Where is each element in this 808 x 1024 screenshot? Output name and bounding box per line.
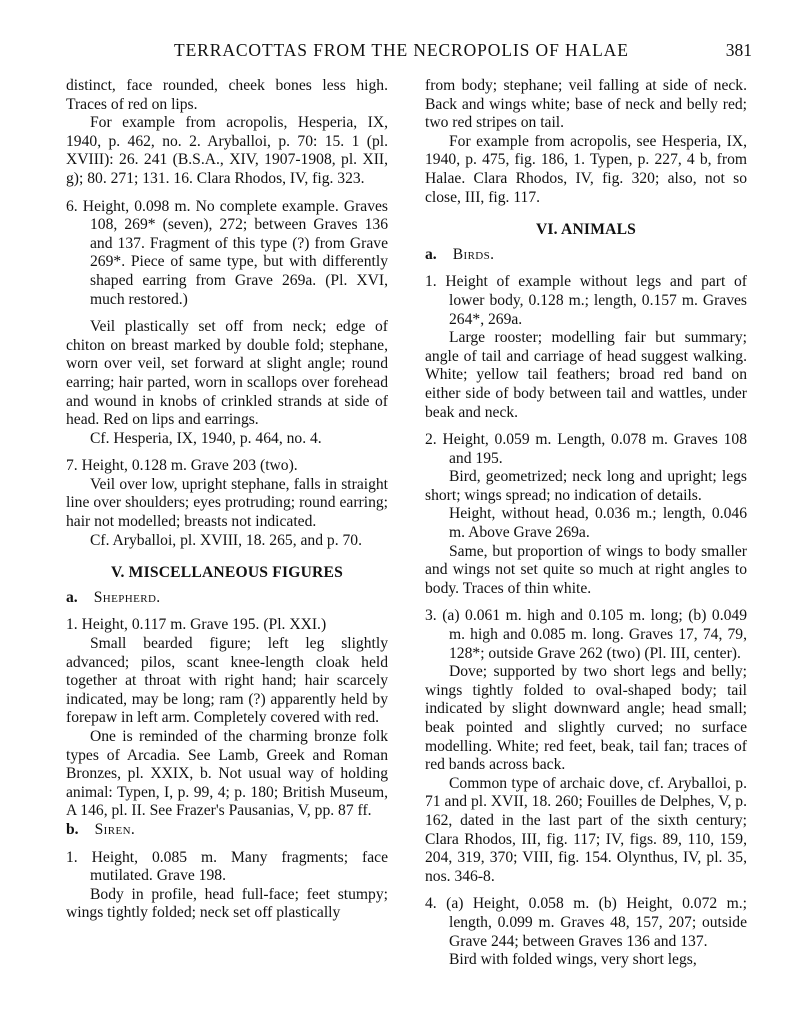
subsection-birds <box>425 246 747 265</box>
subsection-letter: b. <box>66 820 79 838</box>
catalog-entry-6: 6. Height, 0.098 m. No complete example. Graves 108, 269* (seven), 272; between Graves 136 and 137. Fragment of this type (?) from Grave 269*. Piece of same type, but with differently shaped earring from Grave 269a. (Pl. XVI, much restored.) <box>66 197 388 308</box>
paragraph: Bird, geometrized; neck long and upright; legs short; wings spread; no indication of details. <box>425 468 747 504</box>
paragraph: Cf. Hesperia, IX, 1940, p. 464, no. 4. <box>90 429 322 447</box>
catalog-entry-7: 7. Height, 0.128 m. Grave 203 (two). <box>66 457 298 475</box>
catalog-entry-a1: 1. Height, 0.117 m. Grave 195. (Pl. XXI.) <box>66 616 327 634</box>
subsection-label: Siren. <box>94 820 136 838</box>
paragraph: Large rooster; modelling fair but summary; angle of tail and carriage of head suggest walking. White; yellow tail feathers; broad red band on either side of body between tail and wattles, under beak and neck. <box>425 329 747 421</box>
paragraph: Cf. Aryballoi, pl. XVIII, 18. 265, and p. 70. <box>90 531 362 549</box>
catalog-entry-3: 3. (a) 0.061 m. high and 0.105 m. long; (b) 0.049 m. high and 0.085 m. long. Graves 17, 74, 79, 128*; outside Grave 262 (two) (Pl. III, center). <box>425 607 747 662</box>
paragraph: Small bearded figure; left leg slightly advanced; pilos, scant knee-length cloak held together at throat with right hand; hair scarcely indicated, may be long; ram (?) apparently held by forepaw in left arm. Completely covered with red. <box>66 635 388 727</box>
subsection-label: Shepherd. <box>93 588 161 606</box>
paragraph: For example from acropolis, Hesperia, IX, 1940, p. 462, no. 2. Aryballoi, p. 70: 15. 1 (pl. XVIII): 26. 241 (B.S.A., XIV, 1907-1908, pl. XII, g); 80. 271; 131. 16. Clara Rhodos, IV, fig. 323. <box>66 114 388 187</box>
section-heading-vi: VI. ANIMALS <box>535 221 637 239</box>
catalog-entry-4: 4. (a) Height, 0.058 m. (b) Height, 0.072 m.; length, 0.099 m. Graves 48, 157, 207; outside Grave 244; between Graves 136 and 137. <box>425 895 747 950</box>
right-column <box>425 77 747 970</box>
subsection-letter: a. <box>66 588 78 606</box>
paragraph: One is reminded of the charming bronze folk types of Arcadia. See Lamb, Greek and Roman Bronzes, pl. XXIX, b. Not usual way of holding animal: Typen, I, p. 99, 4; p. 180; British Museum, A 146, pl. II. See Frazer's Pausanias, V, pp. 87 ff. <box>66 728 388 820</box>
paragraph: Veil over low, upright stephane, falls in straight line over shoulders; eyes protruding; round earring; hair not modelled; breasts not indicated. <box>66 475 388 531</box>
paragraph: Body in profile, head full-face; feet stumpy; wings tightly folded; neck set off plastically <box>66 885 388 922</box>
running-header <box>62 40 752 66</box>
paragraph: Dove; supported by two short legs and belly; wings tightly folded to oval-shaped body; tail indicated by slight downward angle; head small; beak pointed and slightly curved; no surface modelling. White; red feet, beak, tail fan; traces of red bands across back. <box>425 663 747 774</box>
subsection-shepherd <box>66 589 388 608</box>
paragraph: Veil plastically set off from neck; edge of chiton on breast marked by double fold; stephane, worn over veil, set forward at slight angle; round earring; hair parted, worn in scallops over forehead and wound in knobs of crinkled strands at side of head. Red on lips and earrings. <box>66 318 388 429</box>
left-column <box>66 77 388 923</box>
catalog-entry-1: 1. Height of example without legs and part of lower body, 0.128 m.; length, 0.157 m. Graves 264*, 269a. <box>425 273 747 328</box>
catalog-entry-b1: 1. Height, 0.085 m. Many fragments; face mutilated. Grave 198. <box>66 848 388 885</box>
subsection-letter: a. <box>425 245 437 263</box>
page-number: 381 <box>725 40 752 60</box>
subsection-siren <box>66 821 388 840</box>
paragraph: Common type of archaic dove, cf. Aryballoi, p. 71 and pl. XVII, 18. 260; Fouilles de Delphes, V, p. 162, dated in the last part of the sixth century; Clara Rhodos, III, fig. 117; IV, figs. 89, 110, 159, 204, 319, 370; VIII, fig. 154. Olynthus, IV, pl. 35, nos. 346-8. <box>425 774 747 885</box>
paragraph: Bird with folded wings, very short legs, <box>449 951 697 969</box>
running-title: TERRACOTTAS FROM THE NECROPOLIS OF HALAE <box>174 40 629 60</box>
paragraph: Same, but proportion of wings to body smaller and wings not set quite so much at right angles to body. Traces of thin white. <box>425 542 747 597</box>
subsection-label: Birds. <box>452 245 495 263</box>
paragraph: For example from acropolis, see Hesperia, IX, 1940, p. 475, fig. 186, 1. Typen, p. 227, 4 b, from Halae. Clara Rhodos, IV, fig. 320; also, not so close, III, fig. 117. <box>425 132 747 206</box>
paragraph: from body; stephane; veil falling at side of neck. Back and wings white; base of neck and belly red; two red stripes on tail. <box>425 77 747 132</box>
catalog-entry-2-variant: Height, without head, 0.036 m.; length, 0.046 m. Above Grave 269a. <box>449 505 747 542</box>
paragraph: distinct, face rounded, cheek bones less high. Traces of red on lips. <box>66 77 388 113</box>
catalog-entry-2: 2. Height, 0.059 m. Length, 0.078 m. Graves 108 and 195. <box>425 431 747 467</box>
section-heading-v: V. MISCELLANEOUS FIGURES <box>111 564 343 582</box>
